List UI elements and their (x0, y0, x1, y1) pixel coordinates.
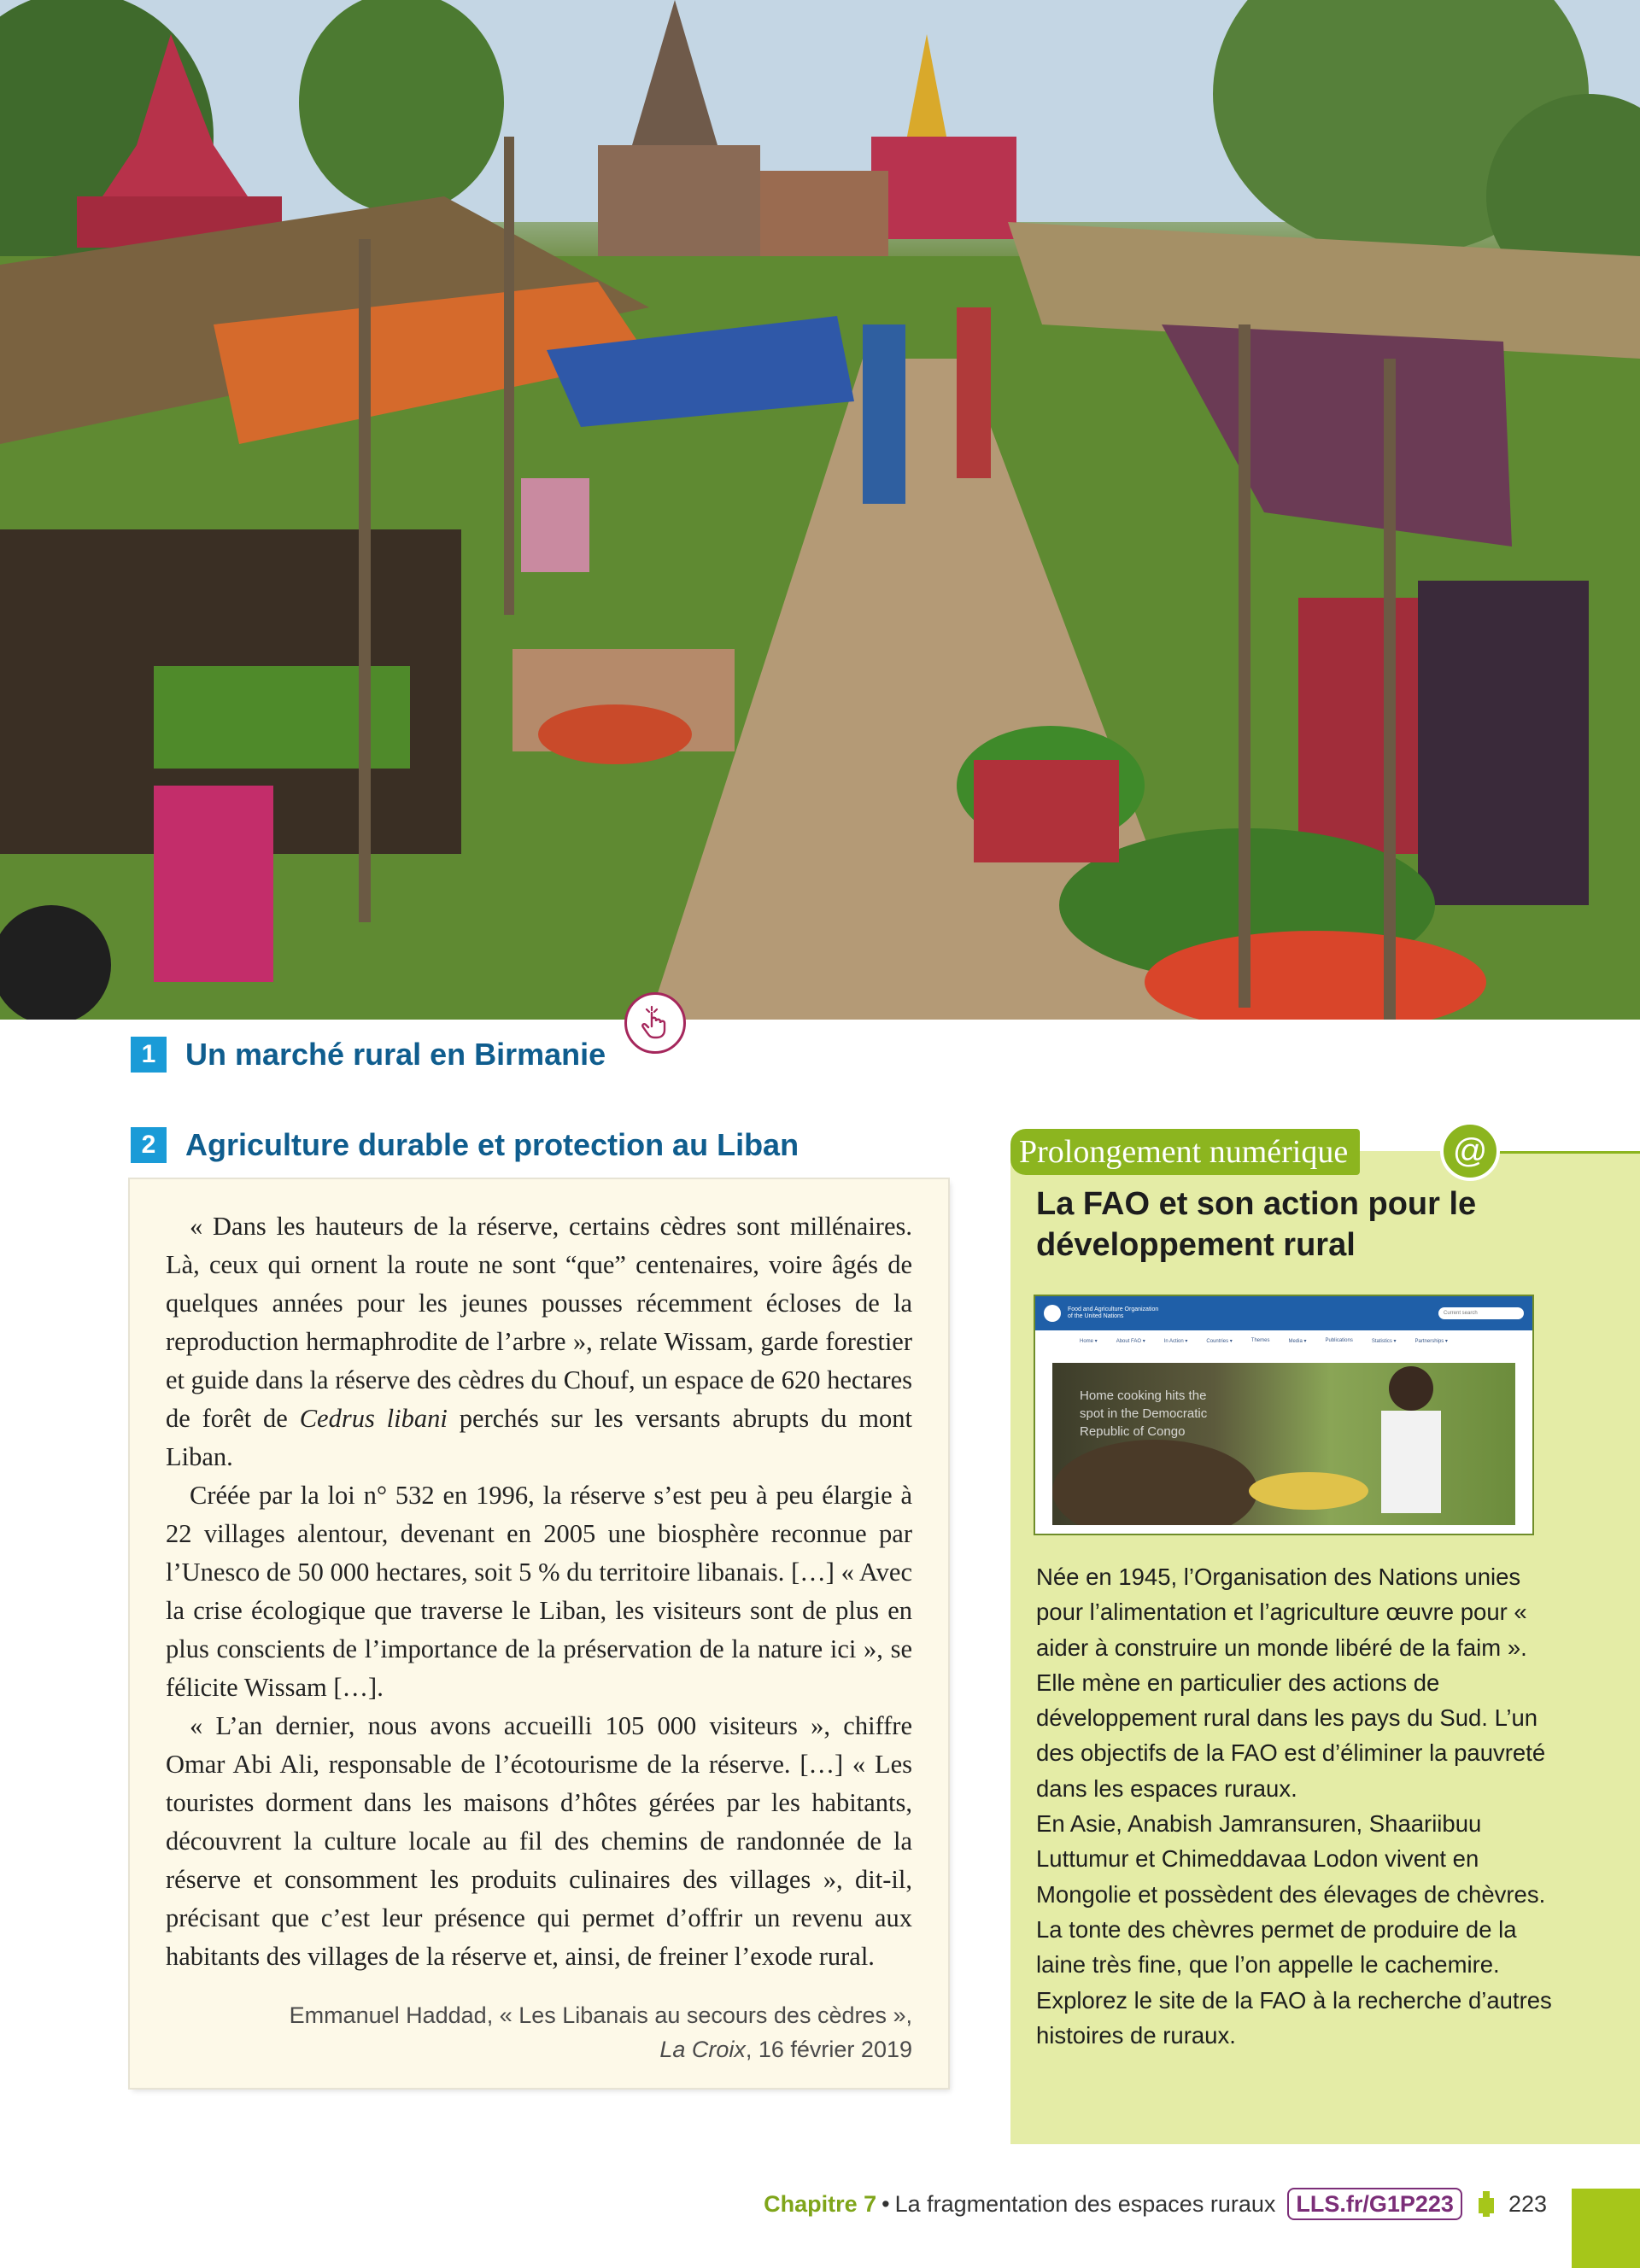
panel-body (1036, 1559, 1566, 2053)
market-photo-illustration (0, 0, 1640, 1020)
doc1-title: Un marché rural en Birmanie (185, 1037, 606, 1072)
page-number: 223 (1508, 2190, 1547, 2217)
fao-nav-item: Home ▾ (1080, 1338, 1098, 1344)
fao-nav-item: Media ▾ (1288, 1338, 1307, 1344)
fao-site-nav (1035, 1330, 1532, 1351)
fao-nav-item: Statistics ▾ (1371, 1338, 1397, 1344)
fao-site-search: Current search (1438, 1307, 1524, 1319)
doc2-paragraph-1 (166, 1207, 912, 1476)
doc2-source-date: , 16 février 2019 (745, 2037, 912, 2062)
fao-site-header (1035, 1296, 1532, 1330)
fao-website-screenshot[interactable] (1034, 1295, 1534, 1535)
fao-site-hero-image (1052, 1363, 1515, 1525)
fao-hero-caption: Home cooking hits the spot in the Democratic Republic of Congo (1080, 1388, 1208, 1439)
panel-title: La FAO et son action pour le développement rural (1036, 1186, 1477, 1263)
doc2-heading (131, 1127, 799, 1163)
panel-paragraph-1: Née en 1945, l’Organisation des Nations unies pour l’alimentation et l’agriculture œuvre pour « aider à construire un monde libéré de la faim ». Elle mène en particulier des actions de développement rural dans les pays du Sud. L’un des objectifs de la FAO est d’éliminer la pauvreté dans les espaces ruraux. (1036, 1564, 1546, 1802)
doc2-source-journal: La Croix (659, 2037, 746, 2062)
doc2-source-publication (166, 2032, 912, 2066)
market-photo (0, 0, 1640, 1020)
fao-site-org-name: Food and Agriculture Organization of the United Nations (1068, 1306, 1159, 1319)
fao-nav-item: Partnerships ▾ (1414, 1338, 1448, 1344)
doc2-number-badge: 2 (131, 1127, 167, 1163)
fao-nav-item: Countries ▾ (1206, 1338, 1233, 1344)
footer-marker-icon (1483, 2188, 1490, 2220)
footer-bullet: • (882, 2190, 890, 2217)
doc2-source-author: Emmanuel Haddad, « Les Libanais au secours des cèdres », (289, 2002, 912, 2028)
doc2-paragraph-2: Créée par la loi n° 532 en 1996, la réserve s’est peu à peu élargie à 22 villages alentour, devenant en 2005 une biosphère reconnue par l’Unesco de 50 000 hectares, soit 5 % du territoire libanais. […] « Avec la crise écologique que traverse le Liban, les visiteurs sont de plus en plus conscients de l’importance de la préservation de la nature ici », se félicite Wissam […]. (166, 1481, 912, 1702)
panel-paragraph-2: En Asie, Anabish Jamransuren, Shaariibuu Luttumur et Chimeddavaa Lodon vivent en Mongolie et possèdent des élevages de chèvres. La tonte des chèvres permet de produire de la laine très fine, que l’on appelle le cachemire. (1036, 1810, 1546, 1979)
fao-nav-item: About FAO ▾ (1116, 1338, 1145, 1344)
doc1-number-badge: 1 (131, 1037, 167, 1073)
fao-logo-icon (1044, 1305, 1061, 1322)
doc1-heading (131, 1037, 606, 1073)
doc2-paragraph-1-end: perchés sur les versants abrupts du mont Liban. (166, 1404, 912, 1471)
interactive-touch-icon[interactable] (624, 992, 686, 1054)
doc2-paragraph-3: « L’an dernier, nous avons accueilli 105 000 visiteurs », chiffre Omar Abi Ali, responsable de l’écotourisme de la réserve. […] « Les touristes dorment dans les maisons d’hôtes gérées par les habitants, découvrent la culture locale au fil des chemins de randonnée de la réserve et consomment les produits culinaires des villages », dit-il, précisant que c’est leur présence qui permet d’offrir un revenu aux habitants des villages de la réserve et, ainsi, de freiner l’exode rural. (166, 1711, 912, 1971)
doc2-species-name: Cedrus libani (299, 1404, 448, 1433)
page-footer (764, 2183, 1640, 2224)
footer-chapter: Chapitre 7 (764, 2190, 877, 2217)
doc2-title: Agriculture durable et protection au Liban (185, 1127, 800, 1162)
panel-top-rule (1493, 1151, 1640, 1154)
fao-nav-item: Themes (1250, 1338, 1270, 1343)
panel-paragraph-3: Explorez le site de la FAO à la recherche d’autres histoires de ruraux. (1036, 1986, 1552, 2049)
page-corner-tab (1572, 2189, 1640, 2268)
doc2-paragraph-1-text: « Dans les hauteurs de la réserve, certains cèdres sont millénaires. Là, ceux qui ornent la route ne sont “que” centenaires, voire âgés de quelques années pour les jeunes pousses récemment écloses de la reproduction hermaphrodite de l’arbre », relate Wissam, garde forestier et guide dans la réserve des cèdres du Chouf, un espace de 620 hectares de forêt de (166, 1212, 912, 1433)
fao-nav-item: Publications (1325, 1338, 1353, 1343)
fao-nav-item: In Action ▾ (1163, 1338, 1188, 1344)
doc2-text-box (130, 1179, 948, 2088)
footer-lls-link[interactable]: LLS.fr/G1P223 (1287, 2188, 1462, 2220)
digital-extension-label: Prolongement numérique (1010, 1129, 1360, 1175)
footer-chapter-title: La fragmentation des espaces ruraux (894, 2190, 1276, 2217)
doc2-source (166, 1998, 912, 2066)
hand-pointer-icon (636, 1004, 674, 1042)
at-icon[interactable]: @ (1440, 1121, 1500, 1181)
